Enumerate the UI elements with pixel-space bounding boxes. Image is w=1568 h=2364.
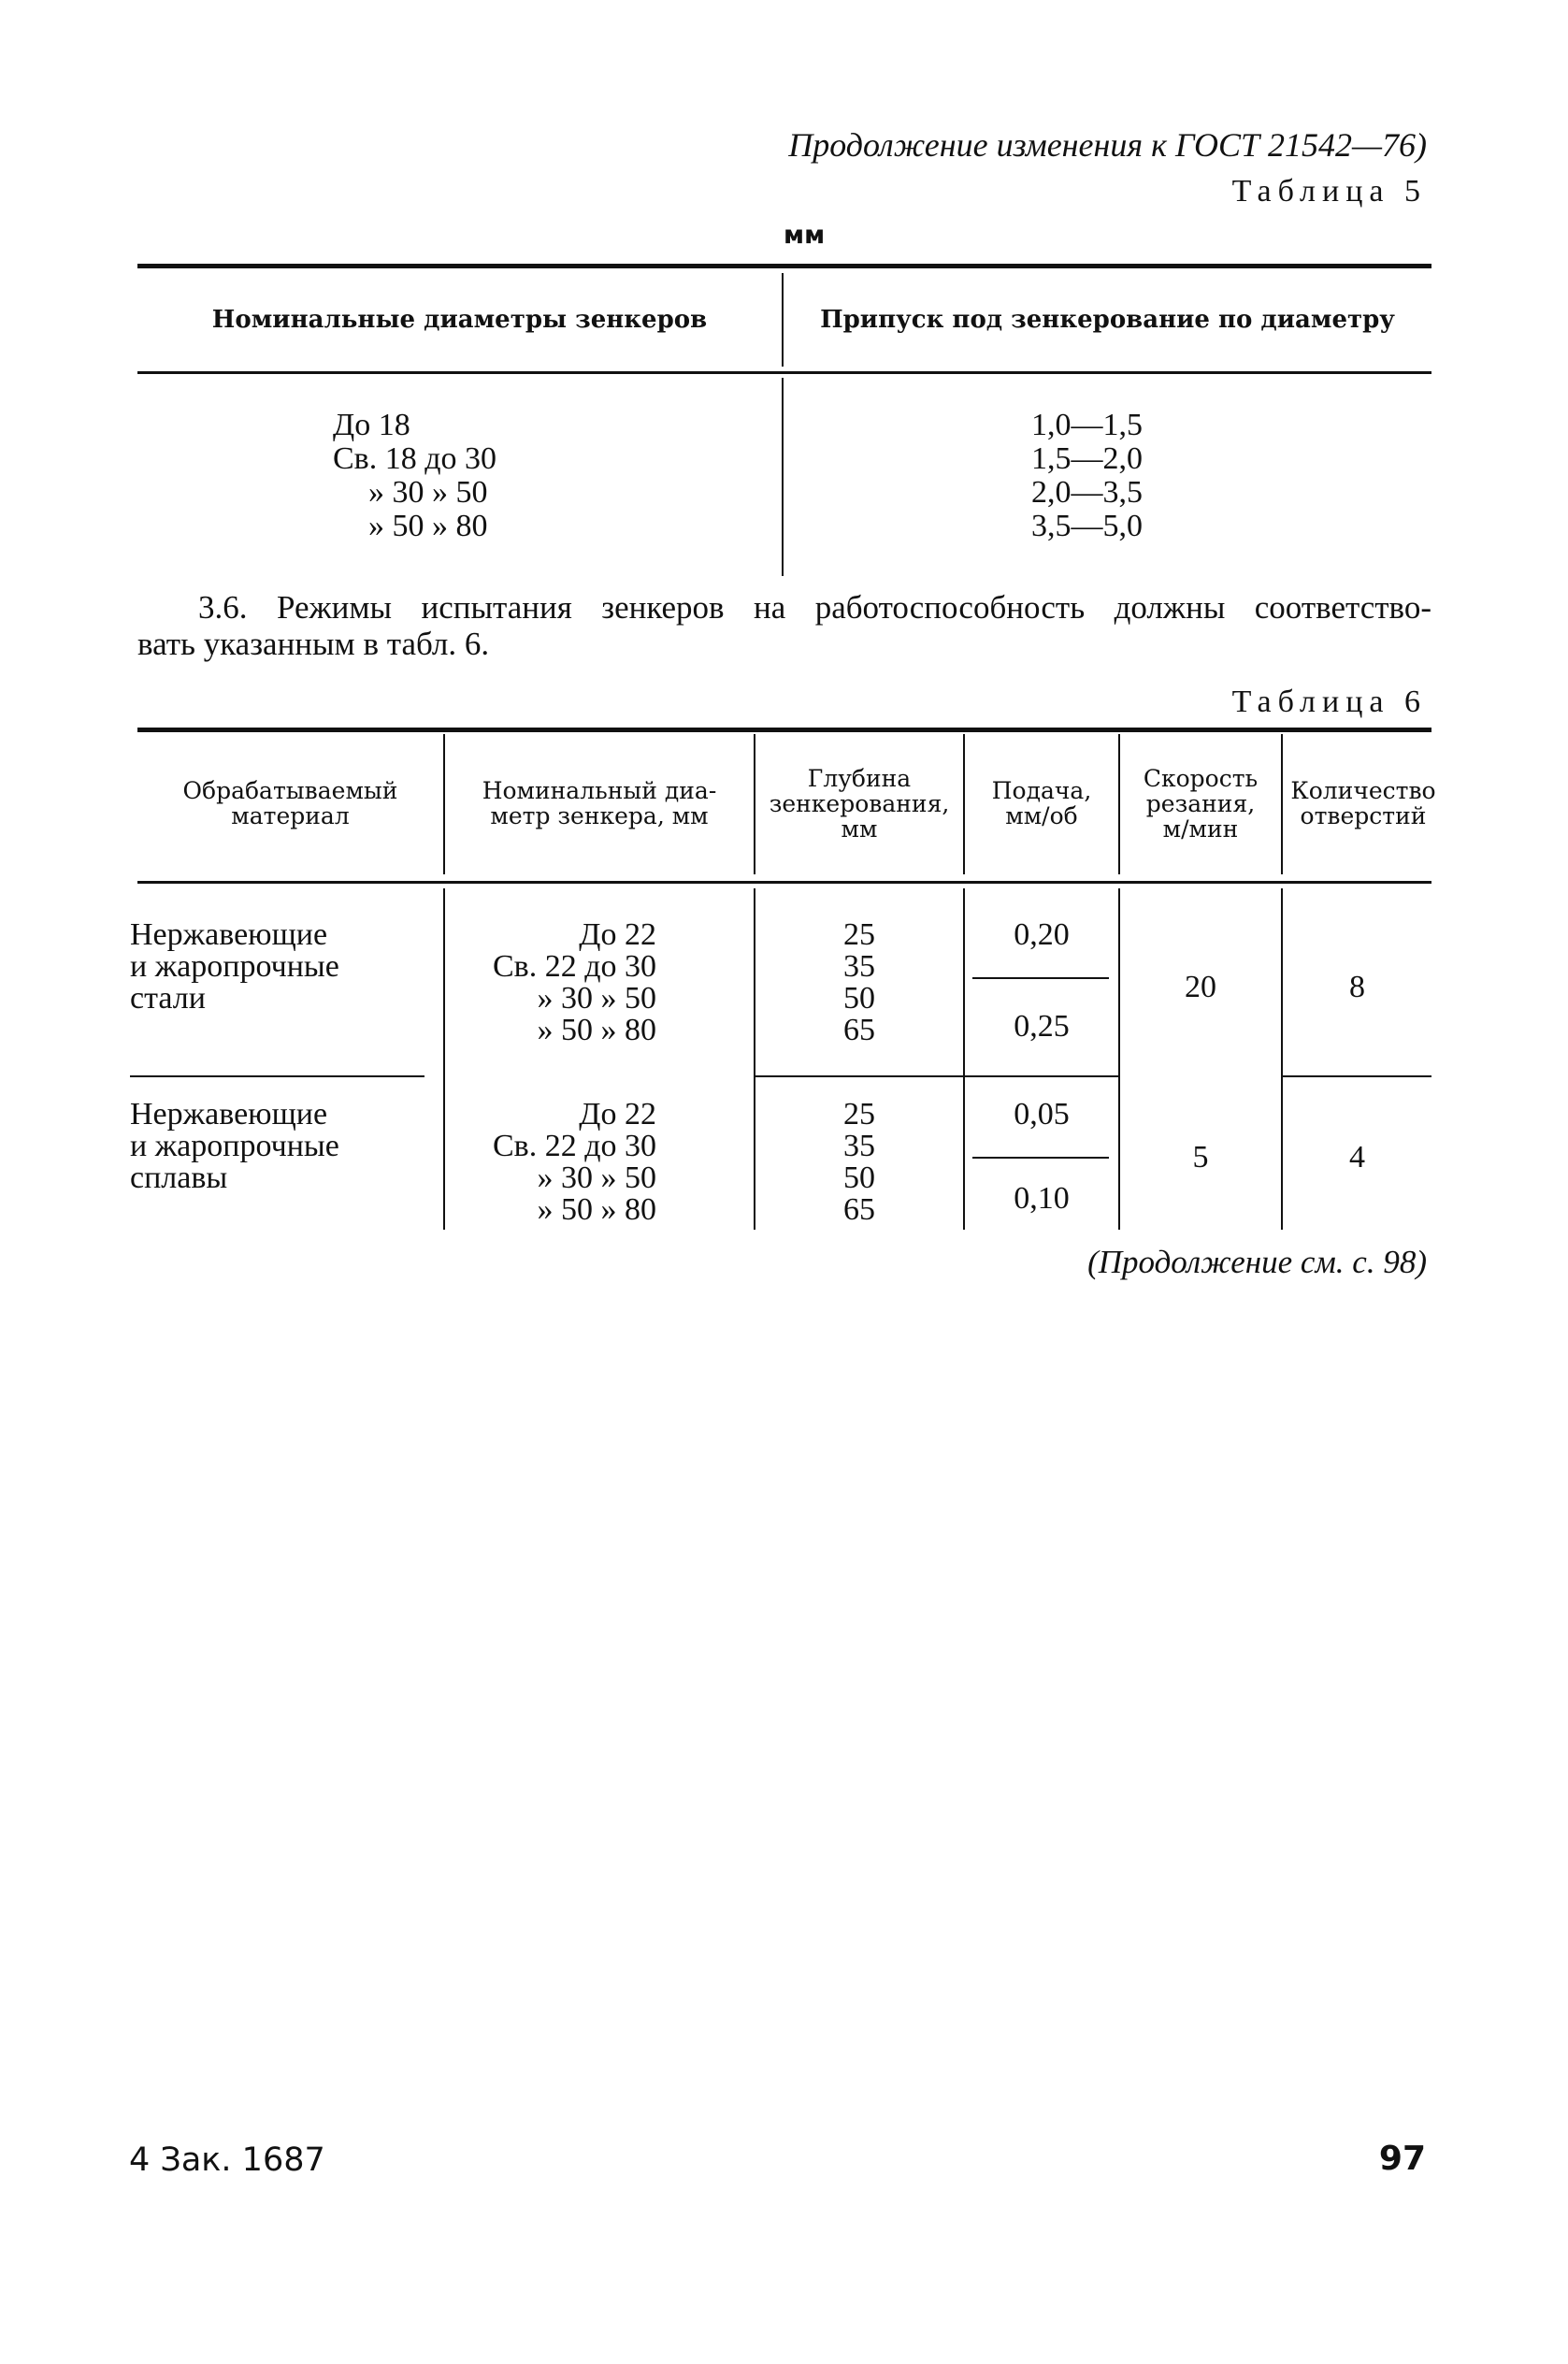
table6-feed-value: 0,10 (1014, 1181, 1070, 1216)
table6-group-rule (1281, 1075, 1431, 1077)
table5-unit: мм (784, 221, 826, 250)
diameter-line: » 30 » 50 (537, 1160, 656, 1195)
table5-header-rule (137, 371, 1431, 374)
table6-feed-value: 0,05 (1014, 1097, 1070, 1132)
depth-value: 65 (843, 1013, 875, 1047)
table6-header-holes: Количество отверстий (1290, 777, 1436, 829)
table6-header-speed: Скорость резания, м/мин (1143, 764, 1259, 843)
depth-value: 50 (843, 981, 875, 1016)
table6-feed-value: 0,20 (1014, 917, 1070, 952)
table6-holes-value: 8 (1349, 970, 1365, 1004)
table6-divider (443, 888, 445, 1230)
table6-feed-split (972, 977, 1109, 979)
table6-group-rule (963, 1075, 1120, 1077)
table6-top-rule (137, 728, 1431, 732)
page-number: 97 (1378, 2140, 1426, 2178)
diameter-line: » 50 » 80 (537, 1013, 656, 1047)
table6-material-cell (130, 1099, 339, 1194)
table6-holes-value: 4 (1349, 1140, 1365, 1175)
material-line: и жаропрочные (130, 1129, 339, 1163)
material-line: Нержавеющие (130, 1097, 328, 1132)
table6-depth-cell (755, 1099, 963, 1226)
depth-value: 65 (843, 1192, 875, 1227)
depth-value: 25 (843, 1097, 875, 1132)
table6-label: Таблица 6 (1231, 685, 1427, 719)
diameter-line: » 50 » 80 (537, 1192, 656, 1227)
table6-header-depth: Глубина зенкерования, мм (769, 764, 950, 843)
material-line: Нержавеющие (130, 917, 328, 952)
table6-header-diameter: Номинальный диа- метр зенкера, мм (482, 777, 717, 829)
table5-allowance-cell: 1,0—1,5 (1031, 408, 1143, 442)
paragraph-line-1: 3.6. Режимы испытания зенкеров на работоспособность должны соответство- (198, 589, 1431, 626)
diameter-line: До 22 (579, 917, 656, 952)
material-line: стали (130, 981, 206, 1016)
table5-label: Таблица 5 (1231, 174, 1427, 209)
table6-speed-value: 5 (1192, 1140, 1209, 1175)
table6-divider (1281, 888, 1283, 1230)
table5-diameter-cell: Св. 18 до 30 (333, 441, 497, 476)
table6-material-cell (130, 919, 339, 1015)
diameter-line: До 22 (579, 1097, 656, 1132)
table5-allowance-cell: 1,5—2,0 (1031, 441, 1143, 476)
running-head: Продолжение изменения к ГОСТ 21542—76) (788, 126, 1427, 164)
table5-header-diameter: Номинальные диаметры зенкеров (211, 306, 708, 335)
table5-diameter-cell: » 30 » 50 (368, 475, 488, 510)
depth-value: 35 (843, 949, 875, 984)
table6-header-rule (137, 881, 1431, 884)
material-line: и жаропрочные (130, 949, 339, 984)
table6-header-feed: Подача, мм/об (991, 777, 1092, 829)
depth-value: 35 (843, 1129, 875, 1163)
table6-feed-value: 0,25 (1014, 1009, 1070, 1044)
paragraph-line-2: вать указанным в табл. 6. (137, 626, 490, 662)
table6-group-rule (130, 1075, 424, 1077)
table5-allowance-column (1031, 409, 1143, 543)
table6-divider (1118, 888, 1120, 1230)
diameter-line: Св. 22 до 30 (492, 949, 656, 984)
material-line: сплавы (130, 1160, 228, 1195)
table5-diameter-cell: » 50 » 80 (368, 509, 488, 543)
table5-diameter-cell: До 18 (333, 408, 410, 442)
table5-top-rule (137, 264, 1431, 268)
table6-diameter-cell (449, 1099, 656, 1226)
diameter-line: » 30 » 50 (537, 981, 656, 1016)
table5-allowance-cell: 3,5—5,0 (1031, 509, 1143, 543)
table6-group-rule (754, 1075, 965, 1077)
table6-speed-value: 20 (1185, 970, 1216, 1004)
paragraph-3-6 (137, 589, 1431, 662)
diameter-line: Св. 22 до 30 (492, 1129, 656, 1163)
continuation-note: (Продолжение см. с. 98) (1087, 1244, 1427, 1280)
table6-header-material: Обрабатываемый материал (182, 777, 398, 829)
footer-order-number: 4 Зак. 1687 (129, 2141, 325, 2179)
table5-header-allowance: Припуск под зенкерование по диаметру (820, 306, 1395, 335)
depth-value: 50 (843, 1160, 875, 1195)
table5-diameter-column (333, 409, 496, 543)
table6-feed-split (972, 1157, 1109, 1159)
table5-body-divider (782, 378, 784, 576)
table6-depth-cell (755, 919, 963, 1046)
table5-allowance-cell: 2,0—3,5 (1031, 475, 1143, 510)
table6-diameter-cell (449, 919, 656, 1046)
depth-value: 25 (843, 917, 875, 952)
